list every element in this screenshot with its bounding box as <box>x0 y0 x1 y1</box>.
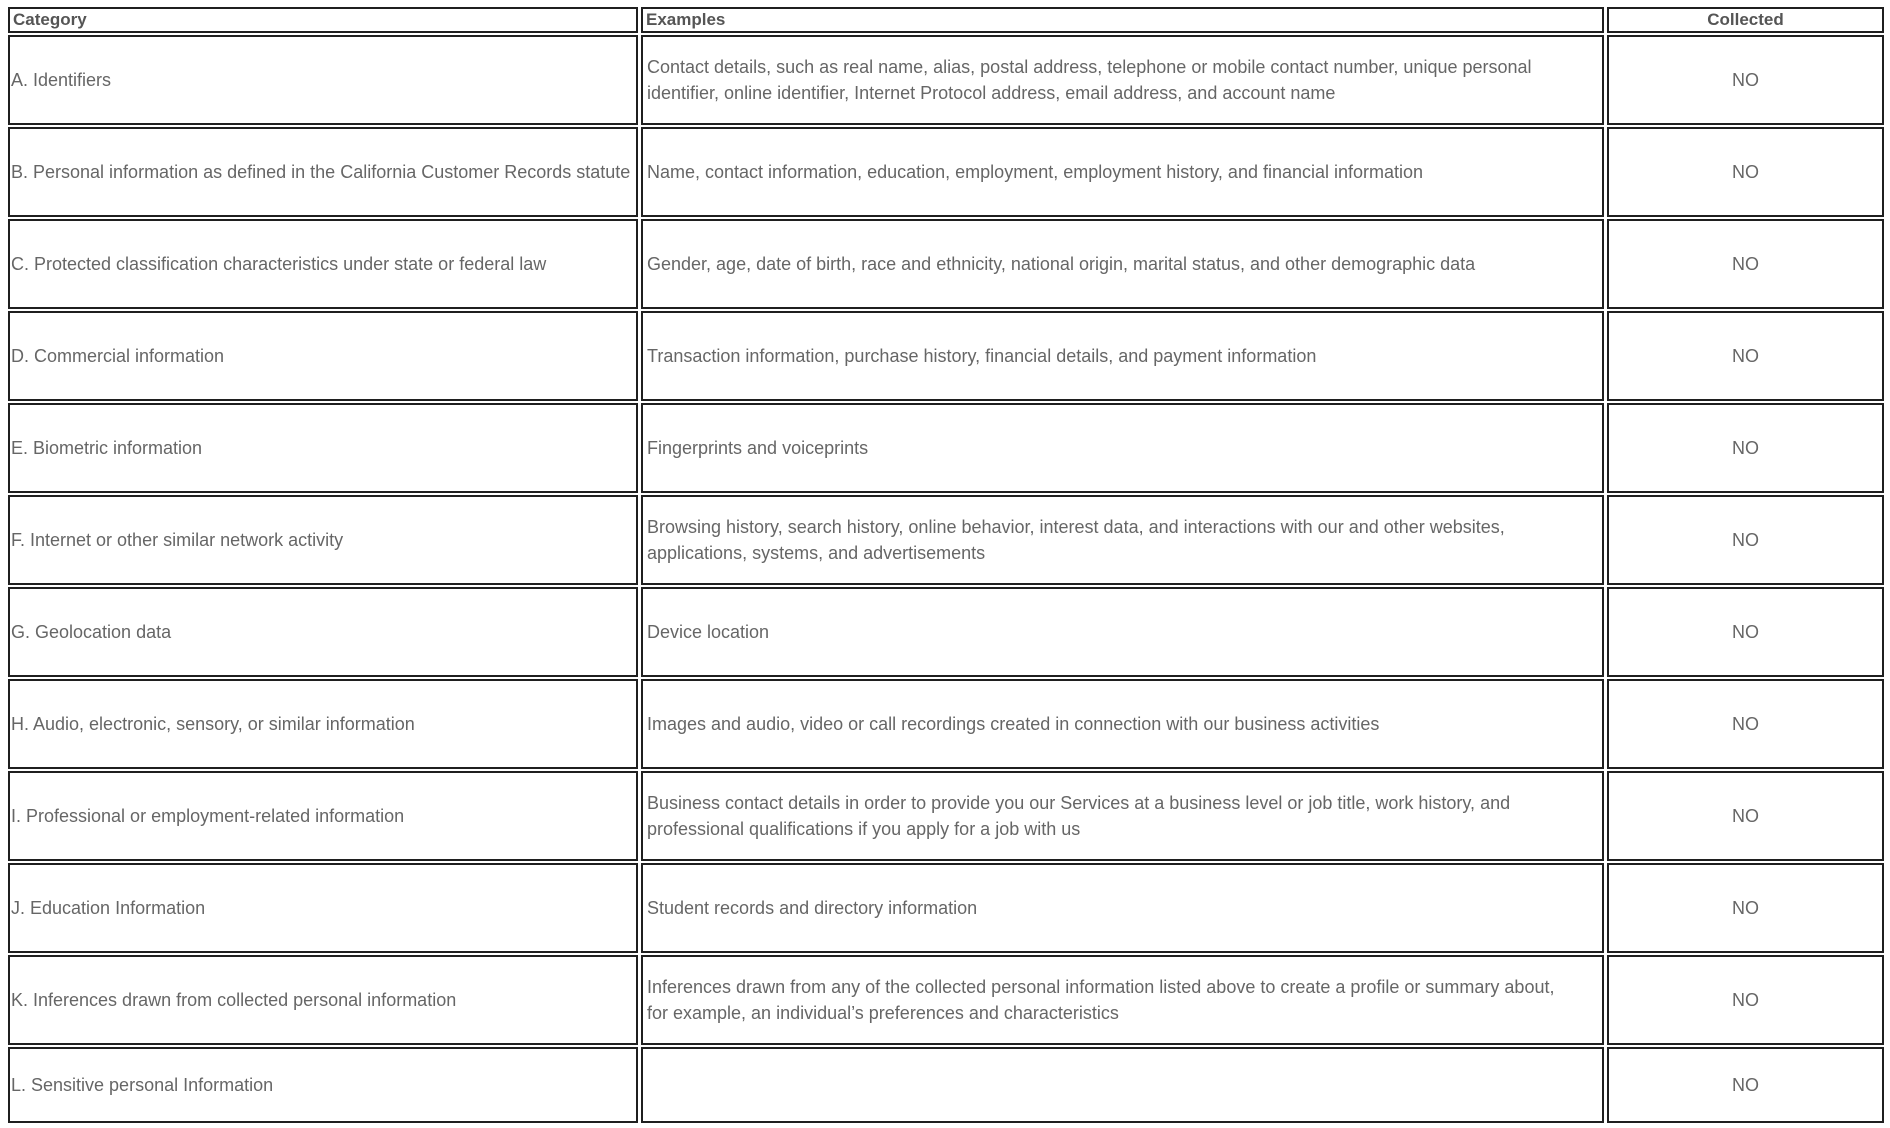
examples-cell: Inferences drawn from any of the collected personal information listed above to create a profile or summary about, for example, an individual’s preferences and characteristics <box>641 955 1604 1045</box>
table-row <box>8 495 1884 585</box>
header-category: Category <box>8 7 638 33</box>
examples-cell <box>641 1047 1604 1123</box>
collected-cell: NO <box>1607 955 1884 1045</box>
examples-cell: Name, contact information, education, employment, employment history, and financial information <box>641 127 1604 217</box>
collected-cell: NO <box>1607 863 1884 953</box>
examples-cell: Transaction information, purchase history, financial details, and payment information <box>641 311 1604 401</box>
category-cell: E. Biometric information <box>8 403 638 493</box>
table-row <box>8 35 1884 125</box>
examples-cell: Browsing history, search history, online behavior, interest data, and interactions with our and other websites, applications, systems, and advertisements <box>641 495 1604 585</box>
collected-cell: NO <box>1607 35 1884 125</box>
table-header-row <box>8 7 1884 33</box>
table-row <box>8 679 1884 769</box>
category-cell: F. Internet or other similar network activity <box>8 495 638 585</box>
collected-cell: NO <box>1607 127 1884 217</box>
table-row <box>8 1047 1884 1123</box>
category-cell: L. Sensitive personal Information <box>8 1047 638 1123</box>
collected-cell: NO <box>1607 1047 1884 1123</box>
category-cell: H. Audio, electronic, sensory, or similar information <box>8 679 638 769</box>
examples-cell: Student records and directory information <box>641 863 1604 953</box>
category-cell: G. Geolocation data <box>8 587 638 677</box>
table-row <box>8 955 1884 1045</box>
table-row <box>8 219 1884 309</box>
collected-cell: NO <box>1607 311 1884 401</box>
category-cell: B. Personal information as defined in the California Customer Records statute <box>8 127 638 217</box>
table-row <box>8 863 1884 953</box>
category-cell: I. Professional or employment-related information <box>8 771 638 861</box>
examples-cell: Images and audio, video or call recordings created in connection with our business activities <box>641 679 1604 769</box>
table-row <box>8 587 1884 677</box>
category-cell: C. Protected classification characteristics under state or federal law <box>8 219 638 309</box>
table-row <box>8 311 1884 401</box>
data-categories-table-wrapper <box>8 5 1881 1125</box>
data-categories-table <box>5 5 1887 1125</box>
collected-cell: NO <box>1607 679 1884 769</box>
collected-cell: NO <box>1607 403 1884 493</box>
examples-cell: Contact details, such as real name, alias, postal address, telephone or mobile contact number, unique personal identifier, online identifier, Internet Protocol address, email address, and account name <box>641 35 1604 125</box>
category-cell: A. Identifiers <box>8 35 638 125</box>
collected-cell: NO <box>1607 219 1884 309</box>
examples-cell: Business contact details in order to provide you our Services at a business level or job title, work history, and professional qualifications if you apply for a job with us <box>641 771 1604 861</box>
category-cell: J. Education Information <box>8 863 638 953</box>
examples-cell: Device location <box>641 587 1604 677</box>
header-collected: Collected <box>1607 7 1884 33</box>
category-cell: K. Inferences drawn from collected personal information <box>8 955 638 1045</box>
examples-cell: Gender, age, date of birth, race and ethnicity, national origin, marital status, and other demographic data <box>641 219 1604 309</box>
collected-cell: NO <box>1607 587 1884 677</box>
header-examples: Examples <box>641 7 1604 33</box>
examples-cell: Fingerprints and voiceprints <box>641 403 1604 493</box>
table-row <box>8 771 1884 861</box>
table-row <box>8 403 1884 493</box>
category-cell: D. Commercial information <box>8 311 638 401</box>
collected-cell: NO <box>1607 771 1884 861</box>
collected-cell: NO <box>1607 495 1884 585</box>
table-row <box>8 127 1884 217</box>
